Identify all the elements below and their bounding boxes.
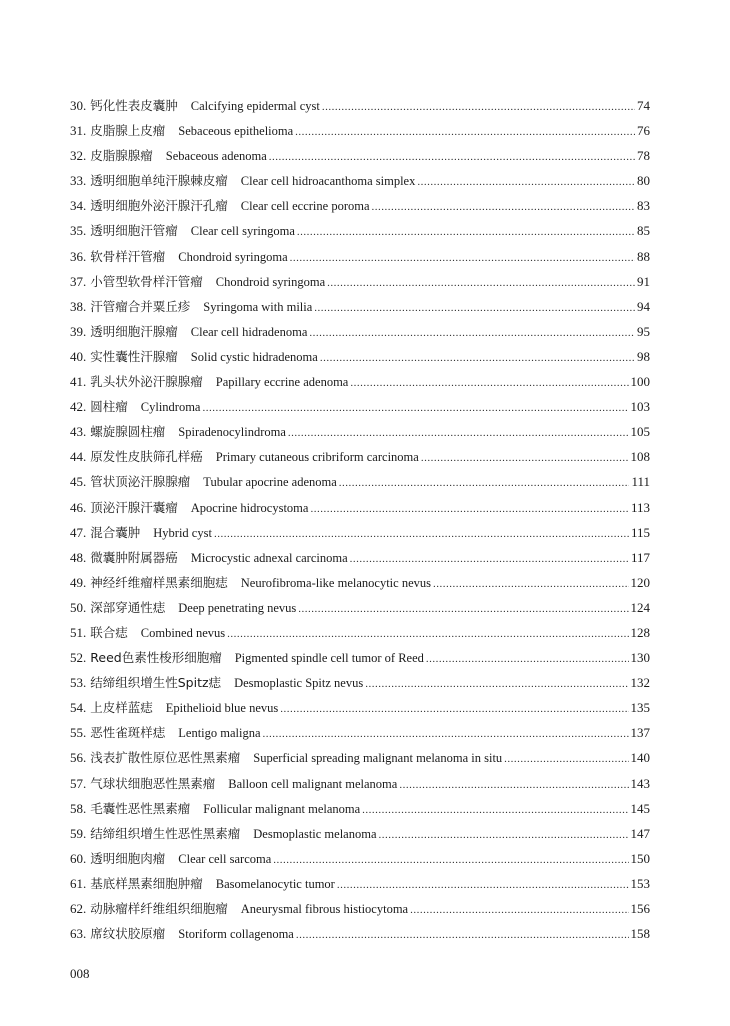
entry-title-chinese: 螺旋腺圆柱瘤 <box>90 424 166 440</box>
entry-title-english: Clear cell syringoma <box>190 224 295 239</box>
entry-title-english: Aneurysmal fibrous histiocytoma <box>240 902 409 916</box>
toc-entry[interactable] <box>70 745 650 770</box>
toc-entry[interactable] <box>70 118 650 143</box>
entry-number: 40. <box>70 348 87 364</box>
entry-title-english: Storiform collagenoma <box>178 927 294 942</box>
entry-title-english: Apocrine hidrocystoma <box>190 500 309 515</box>
toc-entry[interactable] <box>70 796 650 821</box>
dot-leader <box>504 747 628 772</box>
entry-page-number: 130 <box>630 650 650 666</box>
toc-entry[interactable] <box>70 193 650 218</box>
entry-number: 41. <box>70 374 87 390</box>
entry-page-number: 105 <box>630 424 650 440</box>
entry-title-chinese: 透明细胞肉瘤 <box>90 850 166 866</box>
entry-page-number: 150 <box>630 850 650 866</box>
entry-number: 44. <box>70 449 87 465</box>
entry-page-number: 135 <box>630 700 650 716</box>
entry-title-chinese: 恶性雀斑样痣 <box>90 725 166 741</box>
toc-entry[interactable] <box>70 319 650 344</box>
entry-title-english: Syringoma with milia <box>203 299 313 314</box>
entry-number: 51. <box>70 624 87 640</box>
entry-title-chinese: 钙化性表皮囊肿 <box>90 98 178 113</box>
entry-number: 56. <box>70 750 87 766</box>
entry-title-chinese: 透明细胞单纯汗腺棘皮瘤 <box>90 173 228 189</box>
entry-title-chinese: 神经纤维瘤样黑素细胞痣 <box>90 574 228 590</box>
entry-number: 32. <box>70 148 87 164</box>
toc-entry[interactable] <box>70 645 650 670</box>
entry-title-english: Chondroid syringoma <box>178 249 288 264</box>
entry-title-english: Combined nevus <box>140 625 226 640</box>
entry-title-english: Papillary eccrine adenoma <box>215 375 349 390</box>
toc-entry[interactable] <box>70 294 650 319</box>
toc-entry[interactable] <box>70 545 650 570</box>
entry-number: 42. <box>70 399 87 415</box>
entry-title-chinese: 透明细胞外泌汗腺汗孔瘤 <box>90 198 228 214</box>
toc-entry[interactable] <box>70 670 650 695</box>
toc-entry[interactable] <box>70 570 650 595</box>
entry-title-english: Follicular malignant melanoma <box>203 801 361 816</box>
dot-leader <box>263 722 629 747</box>
toc-entry[interactable] <box>70 344 650 369</box>
dot-leader <box>273 848 628 873</box>
entry-page-number: 117 <box>630 549 650 565</box>
dot-leader <box>327 271 635 296</box>
entry-page-number: 85 <box>637 223 650 239</box>
toc-entry[interactable] <box>70 244 650 269</box>
entry-title-english: Sebaceous adenoma <box>165 149 267 164</box>
entry-number: 58. <box>70 800 87 816</box>
entry-title-english: Desmoplastic Spitz nevus <box>234 676 364 691</box>
entry-title-chinese: 汗管瘤合并粟丘疹 <box>90 298 191 314</box>
entry-title-chinese: 皮脂腺腺瘤 <box>90 148 153 164</box>
entry-number: 49. <box>70 574 87 590</box>
entry-page-number: 108 <box>630 449 650 465</box>
toc-entry[interactable] <box>70 846 650 871</box>
entry-title-english: Chondroid syringoma <box>215 274 326 289</box>
entry-title-english: Tubular apocrine adenoma <box>203 475 337 490</box>
entry-number: 50. <box>70 599 87 615</box>
entry-page-number: 147 <box>630 825 650 841</box>
entry-title-chinese: 实性囊性汗腺瘤 <box>90 348 178 364</box>
entry-title-english: Pigmented spindle cell tumor of Reed <box>234 651 424 666</box>
entry-title-english: Neurofibroma-like melanocytic nevus <box>240 575 431 590</box>
dot-leader <box>295 120 635 145</box>
entry-number: 34. <box>70 198 87 214</box>
entry-page-number: 103 <box>630 399 650 415</box>
dot-leader <box>290 246 635 271</box>
toc-entry[interactable] <box>70 896 650 921</box>
entry-number: 37. <box>70 273 87 289</box>
dot-leader <box>350 371 628 396</box>
toc-entry[interactable] <box>70 168 650 193</box>
entry-title-chinese: 圆柱瘤 <box>90 399 128 415</box>
entry-page-number: 153 <box>630 875 650 891</box>
dot-leader <box>337 873 629 898</box>
entry-page-number: 156 <box>630 901 650 916</box>
entry-title-english: Microcystic adnexal carcinoma <box>190 550 348 565</box>
toc-entry[interactable] <box>70 495 650 520</box>
toc-entry[interactable] <box>70 620 650 645</box>
entry-title-english: Superficial spreading malignant melanoma in situ <box>253 751 503 766</box>
entry-number: 59. <box>70 825 87 841</box>
table-of-contents <box>70 93 650 946</box>
toc-entry[interactable] <box>70 595 650 620</box>
entry-number: 57. <box>70 775 87 791</box>
entry-title-chinese: 动脉瘤样纤维组织细胞瘤 <box>90 901 228 916</box>
entry-title-english: Deep penetrating nevus <box>178 600 297 615</box>
dot-leader <box>269 145 635 170</box>
entry-page-number: 94 <box>637 298 650 314</box>
entry-number: 61. <box>70 875 87 891</box>
entry-title-chinese: 原发性皮肤筛孔样癌 <box>90 449 203 465</box>
dot-leader <box>297 220 635 245</box>
entry-number: 35. <box>70 223 87 239</box>
entry-page-number: 158 <box>630 926 650 942</box>
entry-page-number: 143 <box>630 775 650 791</box>
entry-title-chinese: 微囊肿附属器癌 <box>90 549 178 565</box>
entry-number: 62. <box>70 901 87 916</box>
entry-title-chinese: 联合痣 <box>90 624 128 640</box>
entry-title-chinese: 深部穿通性痣 <box>90 599 166 615</box>
dot-leader <box>350 547 629 572</box>
entry-title-english: Clear cell hidradenoma <box>190 324 308 339</box>
entry-number: 38. <box>70 298 87 314</box>
entry-title-english: Lentigo maligna <box>178 726 261 741</box>
entry-title-chinese: 混合囊肿 <box>90 524 141 540</box>
dot-leader <box>433 572 629 597</box>
dot-leader <box>372 195 635 220</box>
entry-title-chinese: 结缔组织增生性Spitz痣 <box>90 675 222 691</box>
entry-title-english: Basomelanocytic tumor <box>215 876 335 891</box>
entry-title-chinese: 小管型软骨样汗管瘤 <box>90 273 203 289</box>
entry-title-english: Clear cell sarcoma <box>178 851 272 866</box>
dot-leader <box>296 923 629 948</box>
entry-page-number: 78 <box>637 148 650 164</box>
entry-page-number: 80 <box>637 173 650 189</box>
entry-title-chinese: 气球状细胞恶性黑素瘤 <box>90 775 216 791</box>
entry-title-chinese: 浅表扩散性原位恶性黑素瘤 <box>90 750 241 766</box>
entry-title-english: Epithelioid blue nevus <box>165 701 279 716</box>
entry-title-chinese: 毛囊性恶性黑素瘤 <box>90 800 191 816</box>
entry-number: 54. <box>70 700 87 716</box>
dot-leader <box>298 597 628 622</box>
entry-number: 63. <box>70 926 87 942</box>
dot-leader <box>410 898 628 923</box>
entry-number: 30. <box>70 98 87 113</box>
toc-entry[interactable] <box>70 695 650 720</box>
entry-title-chinese: 基底样黑素细胞肿瘤 <box>90 875 203 891</box>
page-number: 008 <box>70 966 90 981</box>
dot-leader <box>214 522 629 547</box>
dot-leader <box>309 321 635 346</box>
entry-title-english: Hybrid cyst <box>153 525 212 540</box>
dot-leader <box>202 396 628 421</box>
entry-page-number: 98 <box>637 348 650 364</box>
entry-number: 48. <box>70 549 87 565</box>
entry-page-number: 124 <box>630 599 650 615</box>
dot-leader <box>399 773 628 798</box>
toc-entry[interactable] <box>70 143 650 168</box>
toc-entry[interactable] <box>70 771 650 796</box>
dot-leader <box>362 798 628 823</box>
entry-page-number: 145 <box>630 800 650 816</box>
toc-entry[interactable] <box>70 218 650 243</box>
toc-entry[interactable] <box>70 369 650 394</box>
entry-title-chinese: 结缔组织增生性恶性黑素瘤 <box>90 825 241 841</box>
entry-page-number: 115 <box>630 524 650 540</box>
dot-leader <box>379 823 629 848</box>
entry-page-number: 132 <box>630 675 650 691</box>
dot-leader <box>365 672 628 697</box>
entry-title-english: Cylindroma <box>140 400 201 415</box>
entry-number: 55. <box>70 725 87 741</box>
entry-number: 47. <box>70 524 87 540</box>
entry-page-number: 140 <box>630 750 650 766</box>
dot-leader <box>320 346 635 371</box>
entry-title-english: Clear cell hidroacanthoma simplex <box>240 174 416 189</box>
entry-number: 33. <box>70 173 87 189</box>
entry-number: 60. <box>70 850 87 866</box>
entry-page-number: 74 <box>637 98 650 113</box>
entry-page-number: 100 <box>630 374 650 390</box>
toc-entry[interactable] <box>70 921 650 946</box>
toc-entry[interactable] <box>70 821 650 846</box>
entry-title-chinese: 乳头状外泌汗腺腺瘤 <box>90 374 203 390</box>
entry-page-number: 111 <box>631 474 650 490</box>
entry-title-chinese: 透明细胞汗腺瘤 <box>90 323 178 339</box>
toc-entry[interactable] <box>70 720 650 745</box>
entry-page-number: 91 <box>637 273 650 289</box>
toc-entry[interactable] <box>70 394 650 419</box>
entry-page-number: 76 <box>637 123 650 139</box>
entry-number: 52. <box>70 650 87 666</box>
entry-title-english: Solid cystic hidradenoma <box>190 349 318 364</box>
toc-entry[interactable] <box>70 419 650 444</box>
dot-leader <box>322 95 635 120</box>
entry-title-chinese: 上皮样蓝痣 <box>90 700 153 716</box>
entry-number: 31. <box>70 123 87 139</box>
entry-page-number: 95 <box>637 323 650 339</box>
entry-title-chinese: 软骨样汗管瘤 <box>90 248 166 264</box>
entry-title-chinese: 顶泌汗腺汗囊瘤 <box>90 499 178 515</box>
entry-page-number: 137 <box>630 725 650 741</box>
entry-number: 36. <box>70 248 87 264</box>
entry-page-number: 83 <box>637 198 650 214</box>
entry-title-english: Calcifying epidermal cyst <box>190 99 320 113</box>
toc-entry[interactable] <box>70 269 650 294</box>
entry-page-number: 113 <box>630 499 650 515</box>
entry-number: 46. <box>70 499 87 515</box>
dot-leader <box>426 647 629 672</box>
toc-entry[interactable] <box>70 469 650 494</box>
dot-leader <box>288 421 629 446</box>
entry-number: 45. <box>70 474 87 490</box>
entry-title-english: Clear cell eccrine poroma <box>240 199 370 214</box>
dot-leader <box>280 697 628 722</box>
entry-title-english: Desmoplastic melanoma <box>253 826 377 841</box>
entry-number: 53. <box>70 675 87 691</box>
entry-title-chinese: 透明细胞汗管瘤 <box>90 223 178 239</box>
entry-page-number: 120 <box>630 574 650 590</box>
entry-title-chinese: Reed色素性梭形细胞瘤 <box>90 650 222 666</box>
entry-page-number: 88 <box>637 248 650 264</box>
entry-title-chinese: 管状顶泌汗腺腺瘤 <box>90 474 191 490</box>
toc-entry[interactable] <box>70 444 650 469</box>
entry-title-english: Primary cutaneous cribriform carcinoma <box>215 450 419 465</box>
entry-number: 39. <box>70 323 87 339</box>
dot-leader <box>339 471 630 496</box>
entry-title-chinese: 席纹状胶原瘤 <box>90 926 166 942</box>
toc-entry[interactable] <box>70 871 650 896</box>
toc-entry[interactable] <box>70 93 650 118</box>
toc-entry[interactable] <box>70 520 650 545</box>
entry-title-chinese: 皮脂腺上皮瘤 <box>90 123 166 139</box>
dot-leader <box>417 170 635 195</box>
entry-title-english: Balloon cell malignant melanoma <box>228 776 398 791</box>
entry-title-english: Spiradenocylindroma <box>178 425 286 440</box>
dot-leader <box>421 446 629 471</box>
entry-number: 43. <box>70 424 87 440</box>
dot-leader <box>227 622 628 647</box>
dot-leader <box>314 296 635 321</box>
dot-leader <box>310 497 629 522</box>
entry-page-number: 128 <box>630 624 650 640</box>
entry-title-english: Sebaceous epithelioma <box>178 124 294 139</box>
